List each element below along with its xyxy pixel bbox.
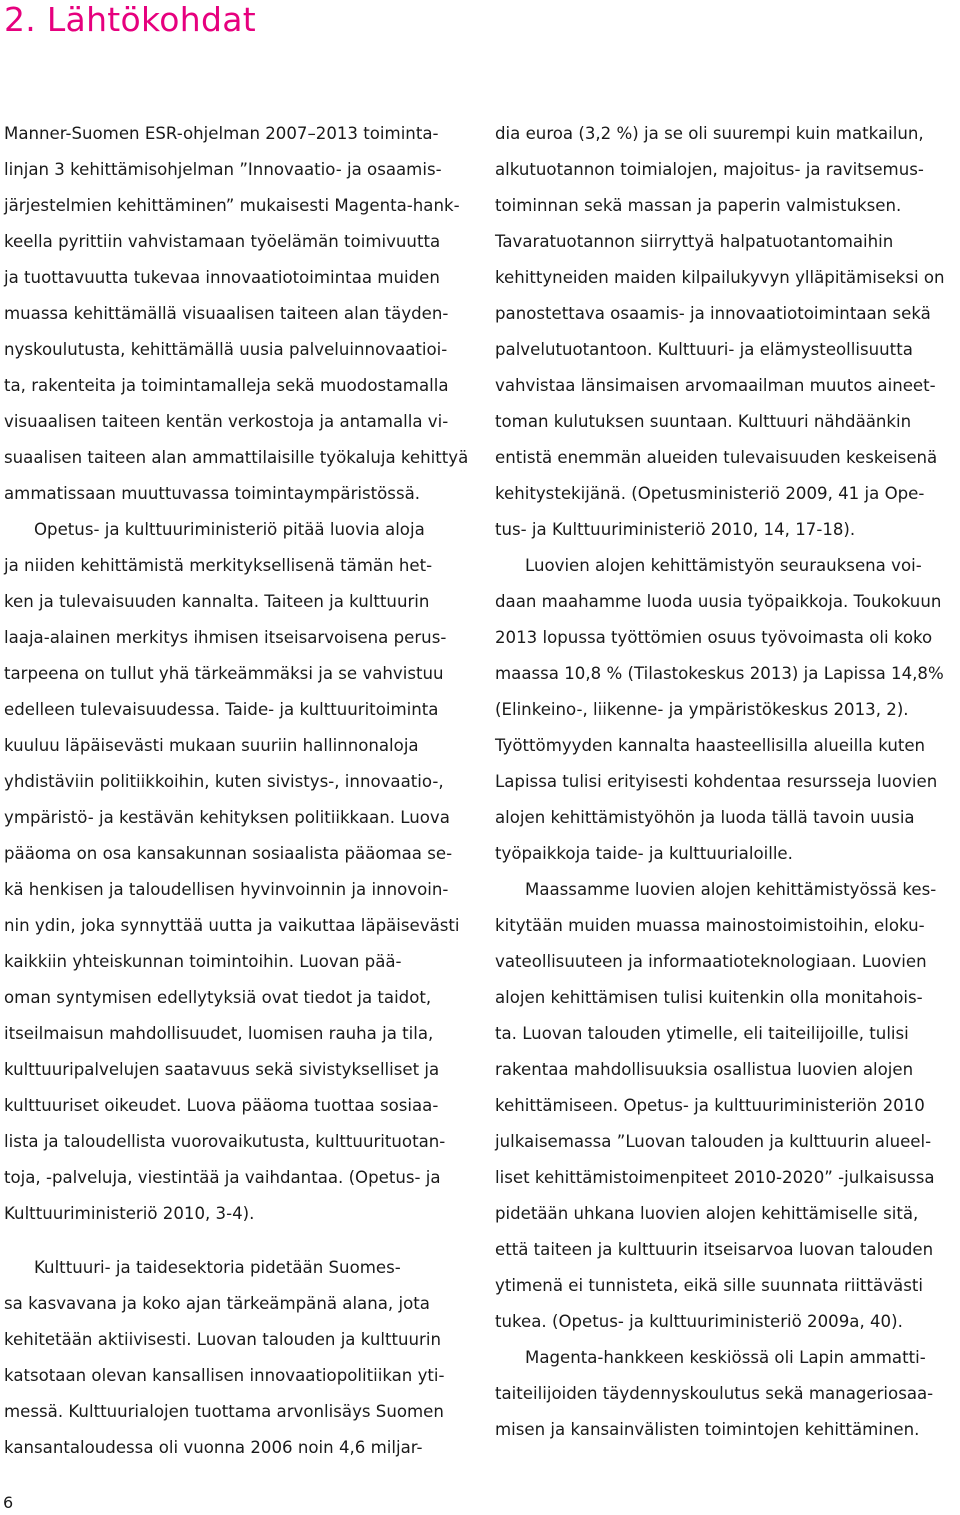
text-line: kä henkisen ja taloudellisen hyvinvoinnin ja innovoin- xyxy=(4,880,449,899)
text-line: Maassamme luovien alojen kehittämistyössä kes- xyxy=(525,880,937,899)
text-line: kaikkiin yhteiskunnan toimintoihin. Luovan pää- xyxy=(4,952,402,971)
page-heading: 2. Lähtökohdat xyxy=(4,0,256,39)
text-line: kitytään muiden muassa mainostoimistoihin, eloku- xyxy=(495,916,925,935)
text-line: laaja-alainen merkitys ihmisen itseisarvoisena perus- xyxy=(4,628,447,647)
text-line: tus- ja Kulttuuriministeriö 2010, 14, 17-18). xyxy=(495,520,856,539)
text-line: alojen kehittämistyöhön ja luoda tällä tavoin uusia xyxy=(495,808,915,827)
text-line: kuuluu läpäisevästi mukaan suuriin hallinnonaloja xyxy=(4,736,419,755)
text-line: Lapissa tulisi erityisesti kohdentaa resursseja luovien xyxy=(495,772,938,791)
text-line: ympäristö- ja kestävän kehityksen politiikkaan. Luova xyxy=(4,808,450,827)
text-line: Työttömyyden kannalta haasteellisilla alueilla kuten xyxy=(495,736,926,755)
text-line: ytimenä ei tunnisteta, eikä sille suunnata riittävästi xyxy=(495,1276,923,1295)
text-line: oman syntymisen edellytyksiä ovat tiedot ja taidot, xyxy=(4,988,432,1007)
text-line: ta, rakenteita ja toimintamalleja sekä muodostamalla xyxy=(4,376,449,395)
text-line: Manner-Suomen ESR-ohjelman 2007–2013 toiminta- xyxy=(4,124,439,143)
text-line: daan maahamme luoda uusia työpaikkoja. Toukokuun xyxy=(495,592,942,611)
text-line: Opetus- ja kulttuuriministeriö pitää luovia aloja xyxy=(34,520,425,539)
text-line: kehittämiseen. Opetus- ja kulttuuriministeriön 2010 xyxy=(495,1096,925,1115)
text-line: Tavaratuotannon siirryttyä halpatuotantomaihin xyxy=(495,232,894,251)
text-line: Kulttuuriministeriö 2010, 3-4). xyxy=(4,1204,255,1223)
text-line: itseilmaisun mahdollisuudet, luomisen rauha ja tila, xyxy=(4,1024,434,1043)
text-line: sa kasvavana ja koko ajan tärkeämpänä alana, jota xyxy=(4,1294,430,1313)
text-line: Magenta-hankkeen keskiössä oli Lapin ammatti- xyxy=(525,1348,926,1367)
text-line: tarpeena on tullut yhä tärkeämmäksi ja se vahvistuu xyxy=(4,664,444,683)
text-line: muassa kehittämällä visuaalisen taiteen alan täyden- xyxy=(4,304,449,323)
text-line: ken ja tulevaisuuden kannalta. Taiteen ja kulttuurin xyxy=(4,592,430,611)
text-line: keella pyrittiin vahvistamaan työelämän toimivuutta xyxy=(4,232,441,251)
text-line: 2013 lopussa työttömien osuus työvoimasta oli koko xyxy=(495,628,933,647)
text-line: lista ja taloudellista vuorovaikutusta, kulttuurituotan- xyxy=(4,1132,446,1151)
text-line: alkutuotannon toimialojen, majoitus- ja ravitsemus- xyxy=(495,160,924,179)
text-line: entistä enemmän alueiden tulevaisuuden keskeisenä xyxy=(495,448,938,467)
left-column xyxy=(4,116,469,1466)
text-line: (Elinkeino-, liikenne- ja ympäristökeskus 2013, 2). xyxy=(495,700,909,719)
text-line: ammatissaan muuttuvassa toimintaympäristössä. xyxy=(4,484,421,503)
page-number: 6 xyxy=(3,1493,14,1512)
text-line: kulttuuriset oikeudet. Luova pääoma tuottaa sosiaa- xyxy=(4,1096,439,1115)
text-line: misen ja kansainvälisten toimintojen kehittäminen. xyxy=(495,1420,920,1439)
text-line: suaalisen taiteen alan ammattilaisille työkaluja kehittyä xyxy=(4,448,469,467)
text-line: messä. Kulttuurialojen tuottama arvonlisäys Suomen xyxy=(4,1402,444,1421)
text-line: että taiteen ja kulttuurin itseisarvoa luovan talouden xyxy=(495,1240,934,1259)
text-line: taiteilijoiden täydennyskoulutus sekä manageriosaa- xyxy=(495,1384,934,1403)
text-line: dia euroa (3,2 %) ja se oli suurempi kuin matkailun, xyxy=(495,124,924,143)
text-line: kehitetään aktiivisesti. Luovan talouden ja kulttuurin xyxy=(4,1330,441,1349)
right-column xyxy=(495,116,958,1448)
text-line: linjan 3 kehittämisohjelman ”Innovaatio- ja osaamis- xyxy=(4,160,442,179)
text-line: kehitystekijänä. (Opetusministeriö 2009, 41 ja Ope- xyxy=(495,484,925,503)
text-line: pääoma on osa kansakunnan sosiaalista pääomaa se- xyxy=(4,844,453,863)
text-line: työpaikkoja taide- ja kulttuurialoille. xyxy=(495,844,793,863)
text-line: palvelutuotantoon. Kulttuuri- ja elämysteollisuutta xyxy=(495,340,913,359)
text-line: kulttuuripalvelujen saatavuus sekä sivistykselliset ja xyxy=(4,1060,440,1079)
text-line: tukea. (Opetus- ja kulttuuriministeriö 2009a, 40). xyxy=(495,1312,903,1331)
text-line: kehittyneiden maiden kilpailukyvyn ylläpitämiseksi on xyxy=(495,268,945,287)
text-line: julkaisemassa ”Luovan talouden ja kulttuurin alueel- xyxy=(495,1132,932,1151)
text-line: toja, -palveluja, viestintää ja vaihdantaa. (Opetus- ja xyxy=(4,1168,441,1187)
text-line: rakentaa mahdollisuuksia osallistua luovien alojen xyxy=(495,1060,914,1079)
text-line: katsotaan olevan kansallisen innovaatiopolitiikan yti- xyxy=(4,1366,445,1385)
text-line: maassa 10,8 % (Tilastokeskus 2013) ja Lapissa 14,8% xyxy=(495,664,944,683)
text-line: vateollisuuteen ja informaatioteknologiaan. Luovien xyxy=(495,952,927,971)
text-line: pidetään uhkana luovien alojen kehittämiselle sitä, xyxy=(495,1204,919,1223)
text-line: vahvistaa länsimaisen arvomaailman muutos aineet- xyxy=(495,376,936,395)
text-line: ja niiden kehittämistä merkityksellisenä tämän het- xyxy=(4,556,433,575)
text-line: yhdistäviin politiikkoihin, kuten sivistys-, innovaatio-, xyxy=(4,772,444,791)
paragraph-gap xyxy=(4,1232,456,1250)
text-line: edelleen tulevaisuudessa. Taide- ja kulttuuritoiminta xyxy=(4,700,439,719)
text-line: ja tuottavuutta tukevaa innovaatiotoimintaa muiden xyxy=(4,268,440,287)
text-line: järjestelmien kehittäminen” mukaisesti Magenta-hank- xyxy=(4,196,460,215)
text-line: Kulttuuri- ja taidesektoria pidetään Suomes- xyxy=(34,1258,401,1277)
text-line: toiminnan sekä massan ja paperin valmistuksen. xyxy=(495,196,902,215)
text-line: visuaalisen taiteen kentän verkostoja ja antamalla vi- xyxy=(4,412,449,431)
text-line: liset kehittämistoimenpiteet 2010-2020” -julkaisussa xyxy=(495,1168,935,1187)
text-line: alojen kehittämisen tulisi kuitenkin olla monitahois- xyxy=(495,988,923,1007)
text-line: panostettava osaamis- ja innovaatiotoimintaan sekä xyxy=(495,304,931,323)
text-line: kansantaloudessa oli vuonna 2006 noin 4,6 miljar- xyxy=(4,1438,423,1457)
text-line: nyskoulutusta, kehittämällä uusia palveluinnovaatioi- xyxy=(4,340,448,359)
text-line: ta. Luovan talouden ytimelle, eli taiteilijoille, tulisi xyxy=(495,1024,909,1043)
text-line: Luovien alojen kehittämistyön seurauksena voi- xyxy=(525,556,922,575)
text-line: nin ydin, joka synnyttää uutta ja vaikuttaa läpäisevästi xyxy=(4,916,460,935)
text-line: toman kulutuksen suuntaan. Kulttuuri nähdäänkin xyxy=(495,412,912,431)
